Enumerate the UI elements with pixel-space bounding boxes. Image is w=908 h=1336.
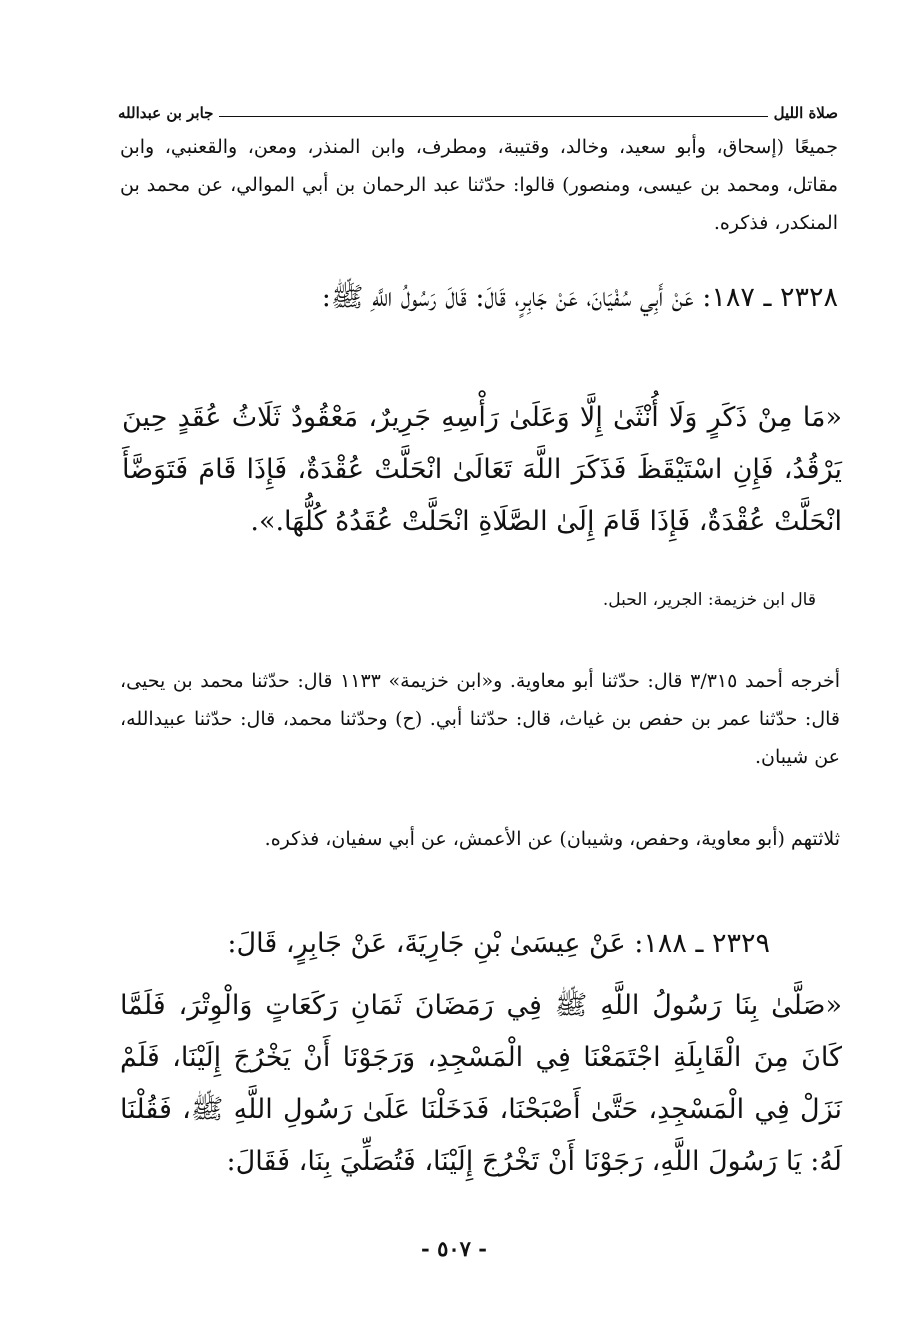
intro-paragraph: جميعًا (إسحاق، وأبو سعيد، وخالد، وقتيبة، ومطرف، وابن المنذر، ومعن، والقعنبي، وابن مقاتل، ومحمد بن عيسى، ومنصور) قالوا: حدّثنا عبد الرحمان بن أبي الموالي، عن محمد بن المنكدر، فذكره. xyxy=(120,136,838,234)
header-chapter-title: صلاة الليل xyxy=(773,104,838,122)
header-section-title: جابر بن عبدالله xyxy=(118,104,214,122)
takhrij-summary: ثلاثتهم (أبو معاوية، وحفص، وشيبان) عن الأعمش، عن أبي سفيان، فذكره. xyxy=(264,828,840,850)
running-header xyxy=(118,92,838,122)
hadith-2328-heading: ٢٣٢٨ ـ ١٨٧: عَنْ أَبِي سُفْيَانَ، عَنْ جَابِرٍ، قَالَ: قَالَ رَسُولُ اللَّهِ ﷺ: xyxy=(321,282,838,313)
hadith-2328-text: «مَا مِنْ ذَكَرٍ وَلَا أُنْثَىٰ إِلَّا وَعَلَىٰ رَأْسِهِ جَرِيرٌ، مَعْقُودٌ ثَلَاثُ عُقَدٍ حِينَ يَرْقُدُ، فَإِنِ اسْتَيْقَظَ فَذَكَرَ اللَّهَ تَعَالَىٰ انْحَلَّتْ عُقْدَةٌ، فَإِذَا قَامَ فَتَوَضَّأَ انْحَلَّتْ عُقْدَةٌ، فَإِذَا قَامَ إِلَىٰ الصَّلَاةِ انْحَلَّتْ عُقَدُهُ كُلُّهَا.». xyxy=(122,402,842,537)
header-rule xyxy=(219,116,767,117)
hadith-2329-text: «صَلَّىٰ بِنَا رَسُولُ اللَّهِ ﷺ فِي رَمَضَانَ ثَمَانِ رَكَعَاتٍ وَالْوِتْرَ، فَلَمَّا كَانَ مِنَ الْقَابِلَةِ اجْتَمَعْنَا فِي الْمَسْجِدِ، وَرَجَوْنَا أَنْ يَخْرُجَ إِلَيْنَا، فَلَمْ نَزَلْ فِي الْمَسْجِدِ، حَتَّىٰ أَصْبَحْنَا، فَدَخَلْنَا عَلَىٰ رَسُولِ اللَّهِ ﷺ، فَقُلْنَا لَهُ: يَا رَسُولَ اللَّهِ، رَجَوْنَا أَنْ تَخْرُجَ إِلَيْنَا، فَتُصَلِّيَ بِنَا، فَقَالَ: xyxy=(120,990,842,1177)
hadith-2329-heading: ٢٣٢٩ ـ ١٨٨: عَنْ عِيسَىٰ بْنِ جَارِيَةَ، عَنْ جَابِرٍ، قَالَ: xyxy=(227,928,770,959)
ibn-khuzaymah-note: قال ابن خزيمة: الجرير، الحبل. xyxy=(602,590,816,610)
page-number: - ٥٠٧ - xyxy=(421,1236,487,1261)
takhrij-paragraph: أخرجه أحمد ٣/٣١٥ قال: حدّثنا أبو معاوية. و«ابن خزيمة» ١١٣٣ قال: حدّثنا محمد بن يحيى، قال: حدّثنا عمر بن حفص بن غياث، قال: حدّثنا أبي. (ح) وحدّثنا محمد، قال: حدّثنا عبيدالله، عن شيبان. xyxy=(120,670,840,768)
